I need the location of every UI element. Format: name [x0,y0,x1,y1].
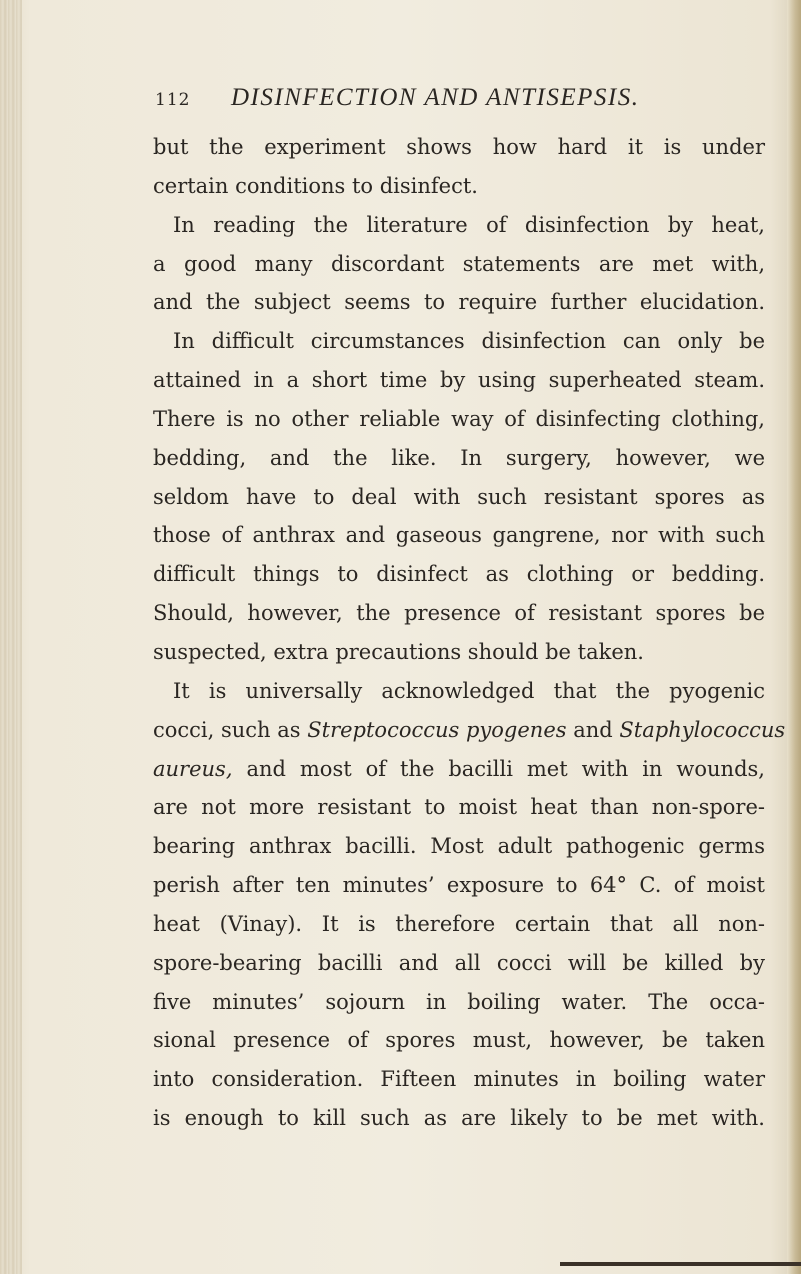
text-line: attained in a short time by using superheated steam. [153,368,765,393]
text-line: is enough to kill such as are likely to be met with. [153,1106,765,1131]
text-line: In difficult circumstances disinfection can only be [173,329,765,354]
text-line: seldom have to deal with such resistant spores as [153,484,765,509]
text-line: perish after ten minutes’ exposure to 64° C. of moist [153,873,765,898]
text-line: a good many discordant statements are met with, [153,251,765,276]
text-line: difficult things to disinfect as clothing or bedding. [153,562,765,587]
text-run: cocci, such as [153,717,301,742]
text-line: spore-bearing bacilli and all cocci will be killed by [153,950,765,975]
species-name: Staphylococcus [619,717,786,742]
page-header [155,84,715,118]
text-line [153,750,765,789]
page-fore-edge [787,0,801,1274]
text-line: heat (Vinay). It is therefore certain that all non- [153,911,765,936]
text-line: those of anthrax and gaseous gangrene, nor with such [153,523,765,548]
text-line: bedding, and the like. In surgery, however, we [153,445,765,470]
text-line [153,711,786,750]
species-name: aureus, [153,756,233,781]
text-line: are not more resistant to moist heat than non-spore- [153,795,765,820]
body-text [153,128,786,1138]
text-line: but the experiment shows how hard it is under [153,135,765,159]
page-gutter-edge [0,0,22,1274]
text-run: and [573,717,613,742]
scan-edge-shadow [560,1262,801,1266]
page-number: 112 [155,90,191,110]
text-line: bearing anthrax bacilli. Most adult pathogenic germs [153,834,765,859]
text-line: sional presence of spores must, however, be taken [153,1028,765,1053]
text-line: five minutes’ sojourn in boiling water. The occa- [153,989,765,1014]
text-line: There is no other reliable way of disinfecting clothing, [153,406,765,431]
text-line: and the subject seems to require further elucidation. [153,290,765,315]
running-head: DISINFECTION AND ANTISEPSIS. [231,84,640,111]
text-line: certain conditions to disinfect. [153,173,478,198]
text-line: Should, however, the presence of resistant spores be [153,601,765,626]
text-line: It is universally acknowledged that the pyogenic [173,678,765,703]
text-line: suspected, extra precautions should be taken. [153,639,644,664]
text-run: and most of the bacilli met with in wounds, [246,756,765,781]
species-name: Streptococcus pyogenes [307,717,567,742]
text-line: In reading the literature of disinfection by heat, [173,212,765,237]
text-line: into consideration. Fifteen minutes in boiling water [153,1067,765,1092]
